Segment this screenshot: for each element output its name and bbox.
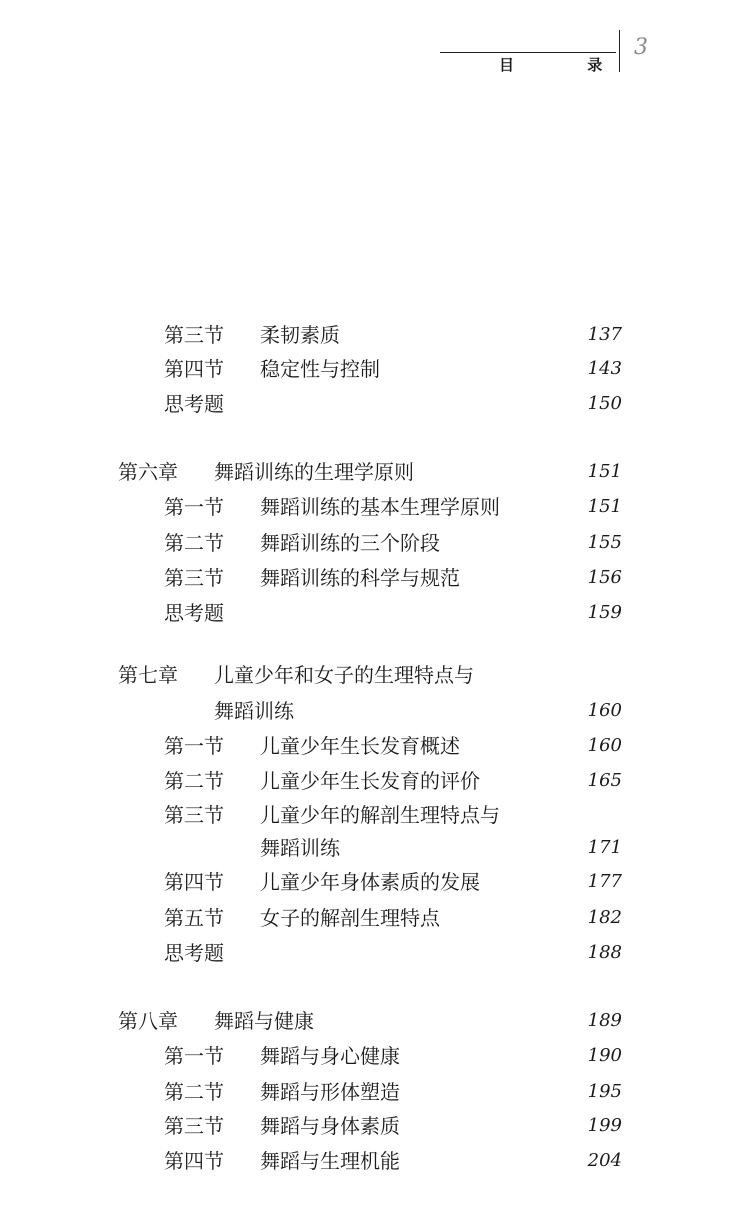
toc-page: 151	[587, 461, 622, 482]
toc-title: 舞蹈与生理机能	[260, 1149, 400, 1173]
toc-label: 第二节	[164, 769, 224, 793]
toc-page: 189	[587, 1010, 622, 1031]
toc-entry	[118, 698, 622, 724]
toc-label: 思考题	[164, 392, 224, 416]
toc-entry	[164, 322, 622, 348]
toc-entry	[164, 391, 622, 417]
toc-label: 第四节	[164, 1149, 224, 1173]
toc-label: 第一节	[164, 1044, 224, 1068]
toc-page: 137	[587, 324, 622, 345]
toc-title: 舞蹈训练	[214, 699, 294, 723]
toc-page: 190	[587, 1045, 622, 1066]
toc-label: 第四节	[164, 357, 224, 381]
toc-entry	[164, 802, 622, 828]
toc-entry	[164, 1079, 622, 1105]
toc-label: 第五节	[164, 906, 224, 930]
toc-label: 第二节	[164, 1080, 224, 1104]
toc-title: 舞蹈训练的科学与规范	[260, 566, 460, 590]
toc-entry	[164, 530, 622, 556]
toc-title: 舞蹈与形体塑造	[260, 1080, 400, 1104]
toc-title: 儿童少年身体素质的发展	[260, 870, 480, 894]
toc-label: 第三节	[164, 1114, 224, 1138]
toc-entry	[118, 459, 622, 485]
toc-page: 160	[587, 735, 622, 756]
toc-page: 204	[587, 1150, 622, 1171]
toc-entry	[164, 1113, 622, 1139]
toc-title: 舞蹈训练的三个阶段	[260, 531, 440, 555]
running-header-title: 目 录	[499, 56, 637, 74]
toc-title: 舞蹈与身心健康	[260, 1044, 400, 1068]
toc-label: 第八章	[118, 1009, 178, 1033]
toc-label: 思考题	[164, 941, 224, 965]
toc-label: 第三节	[164, 323, 224, 347]
toc-page: 182	[587, 907, 622, 928]
toc-label: 第一节	[164, 495, 224, 519]
toc-page: 177	[587, 871, 622, 892]
toc-entry	[164, 565, 622, 591]
toc-title: 舞蹈与身体素质	[260, 1114, 400, 1138]
toc-entry	[164, 600, 622, 626]
toc-label: 第七章	[118, 663, 178, 687]
toc-entry	[164, 869, 622, 895]
toc-entry	[118, 662, 622, 688]
toc-label: 第三节	[164, 803, 224, 827]
toc-page: 165	[587, 770, 622, 791]
toc-entry	[164, 1148, 622, 1174]
toc-title: 儿童少年和女子的生理特点与	[214, 663, 474, 687]
toc-page: 195	[587, 1081, 622, 1102]
toc-label: 第六章	[118, 460, 178, 484]
toc-title: 儿童少年生长发育的评价	[260, 769, 480, 793]
toc-label: 第一节	[164, 734, 224, 758]
toc-page: 160	[587, 700, 622, 721]
toc-page: 156	[587, 567, 622, 588]
toc-title: 稳定性与控制	[260, 357, 380, 381]
toc-page: 188	[587, 942, 622, 963]
toc-entry	[164, 940, 622, 966]
toc-page: 143	[587, 358, 622, 379]
toc-title: 儿童少年的解剖生理特点与	[260, 803, 500, 827]
toc-title: 女子的解剖生理特点	[260, 906, 440, 930]
toc-label: 思考题	[164, 601, 224, 625]
toc-entry	[164, 733, 622, 759]
toc-label: 第二节	[164, 531, 224, 555]
toc-page: 150	[587, 393, 622, 414]
toc-entry	[164, 768, 622, 794]
toc-title: 舞蹈与健康	[214, 1009, 314, 1033]
page-number: 3	[634, 35, 648, 60]
toc-entry	[164, 905, 622, 931]
toc-title: 舞蹈训练的基本生理学原则	[260, 495, 500, 519]
toc-page: 159	[587, 602, 622, 623]
toc-title: 柔韧素质	[260, 323, 340, 347]
toc-page: 171	[587, 837, 622, 858]
toc-title: 舞蹈训练的生理学原则	[214, 460, 414, 484]
toc-title: 舞蹈训练	[260, 836, 340, 860]
toc-title: 儿童少年生长发育概述	[260, 734, 460, 758]
toc-label: 第四节	[164, 870, 224, 894]
toc-label: 第三节	[164, 566, 224, 590]
toc-page: 199	[587, 1115, 622, 1136]
toc-entry	[164, 1043, 622, 1069]
toc-entry	[164, 494, 622, 520]
toc-entry	[118, 1008, 622, 1034]
toc-entry	[164, 835, 622, 861]
toc-entry	[164, 356, 622, 382]
header-rule	[440, 52, 616, 53]
toc-page: 155	[587, 532, 622, 553]
toc-page: 151	[587, 496, 622, 517]
